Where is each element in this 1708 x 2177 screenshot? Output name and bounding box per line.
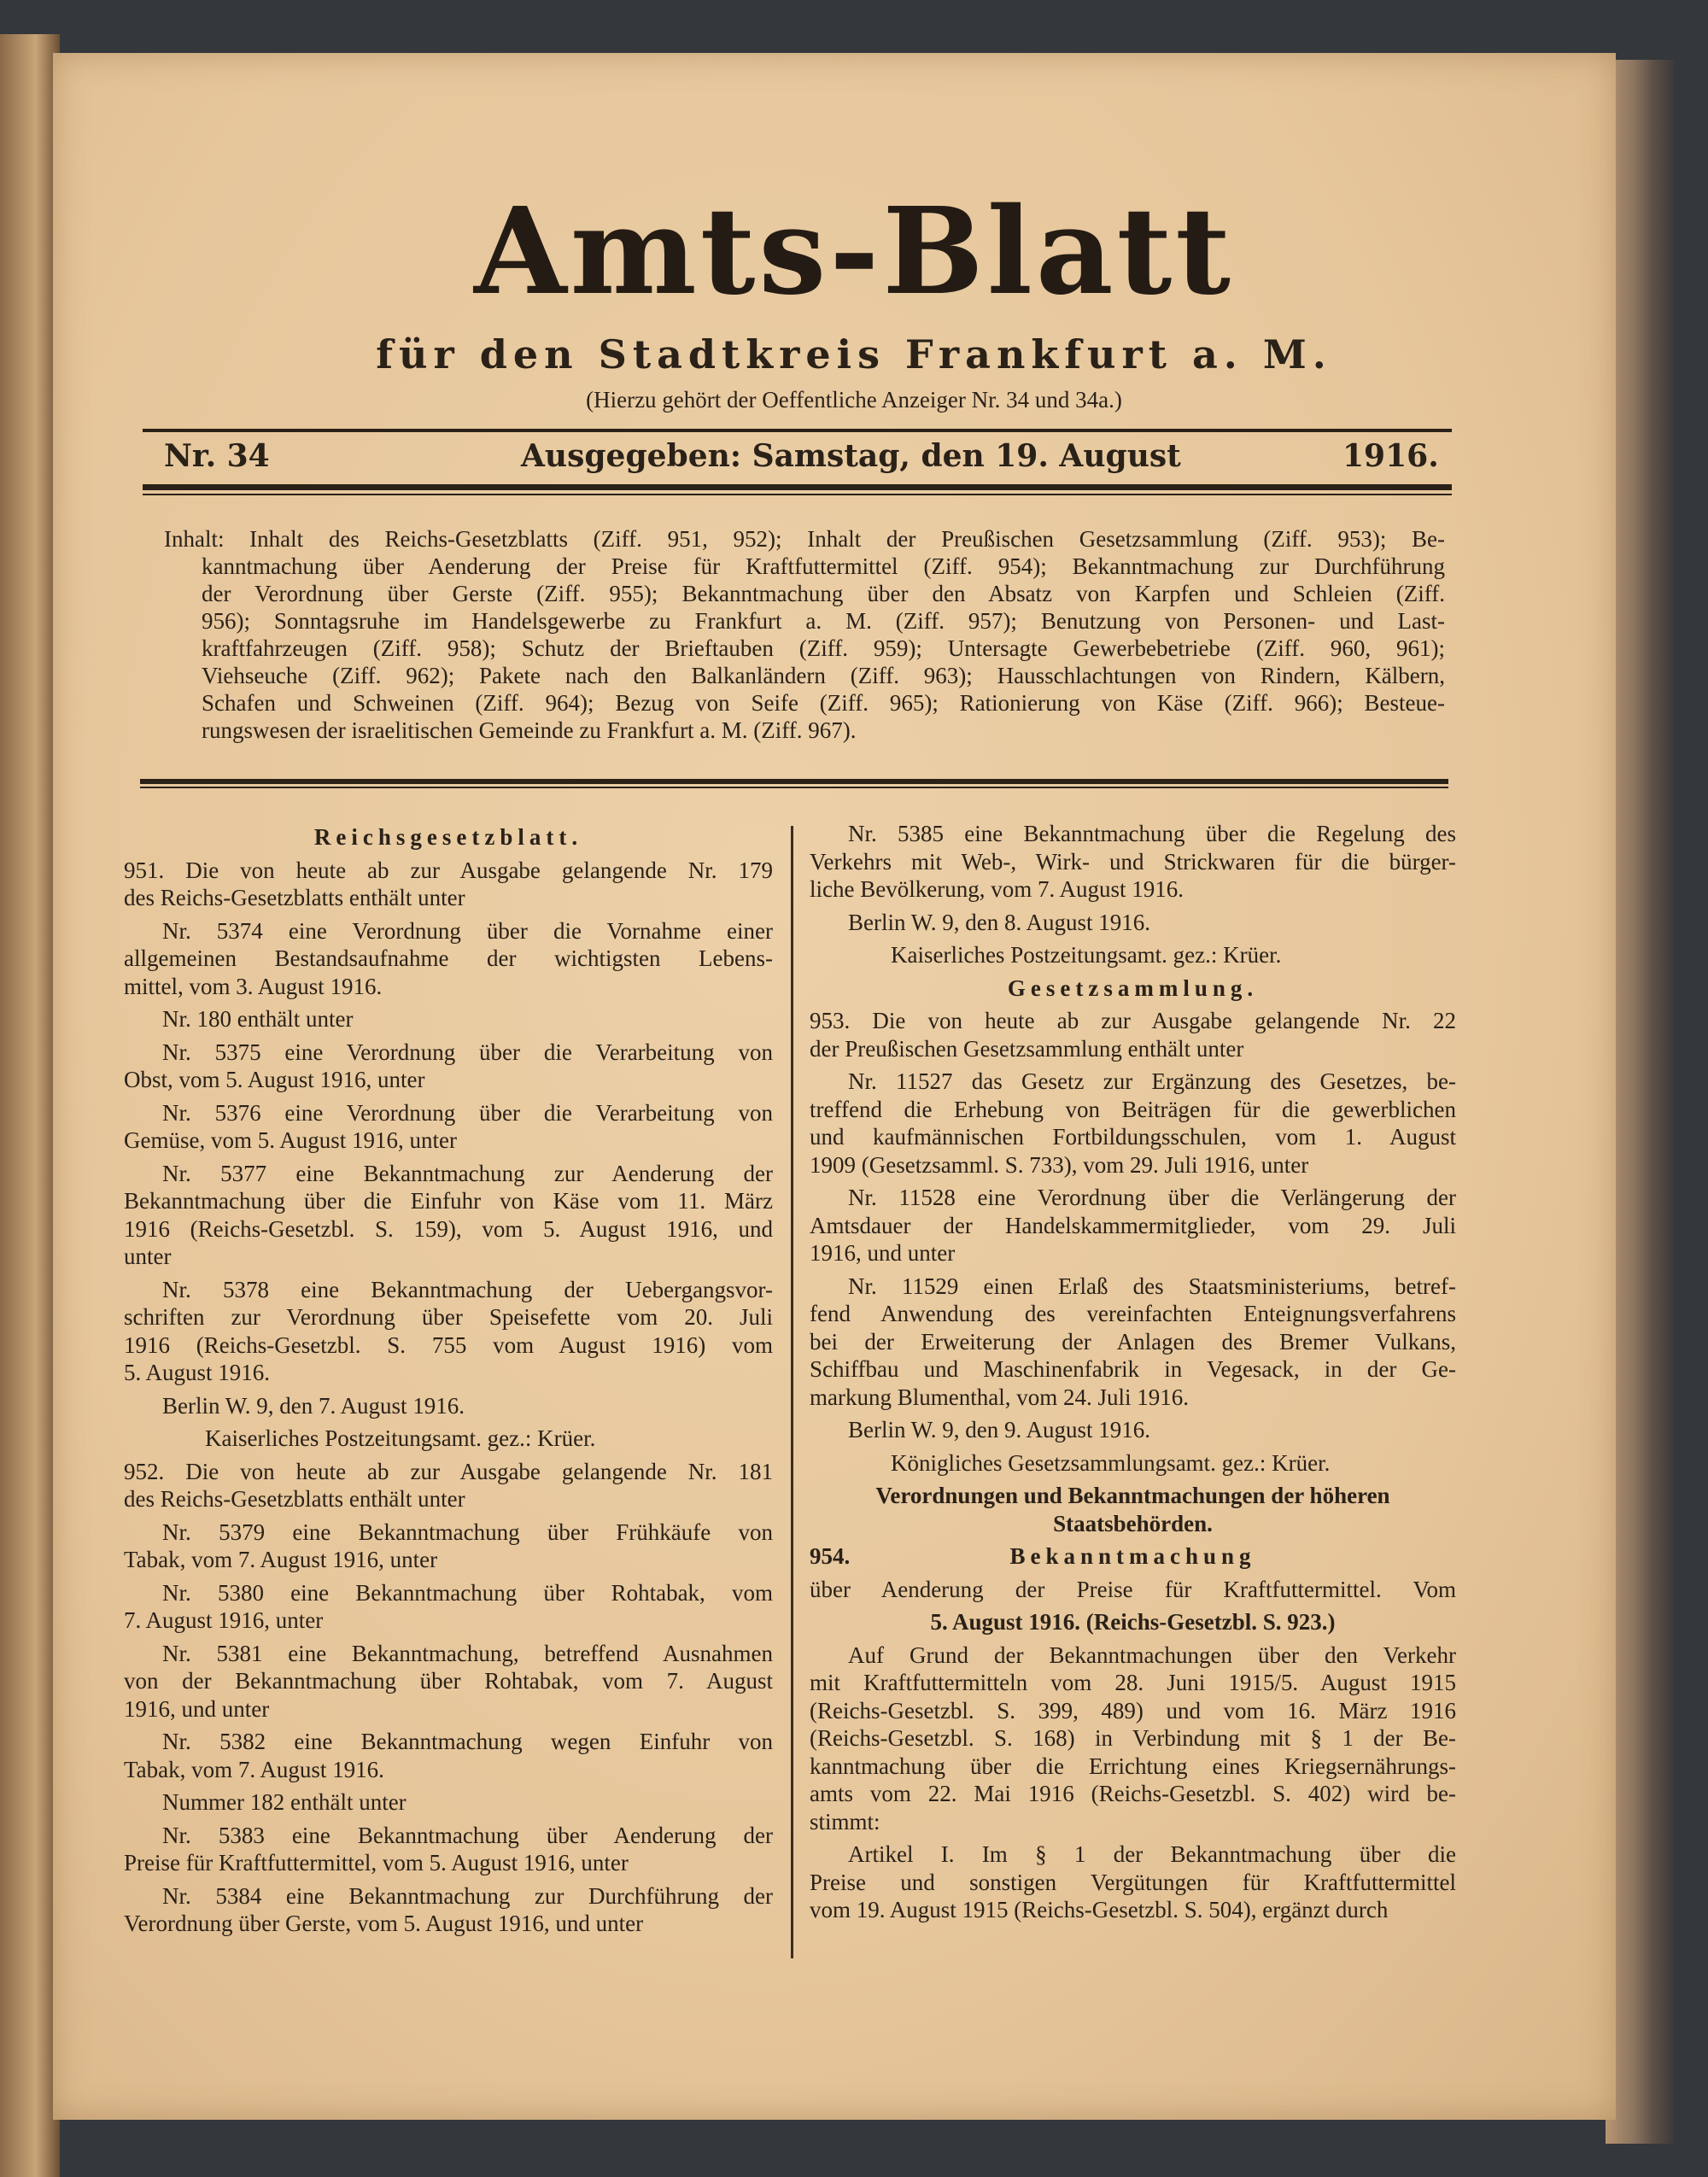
text-line: Nummer 182 enthält unter (162, 1789, 407, 1815)
paragraph-sub (124, 1005, 773, 1033)
text-line: mit Kraftfuttermitteln vom 28. Juni 1915/5. August 1915 (810, 1670, 1456, 1695)
text-line: der Preußischen Gesetzsammlung enthält unter (810, 1035, 1244, 1062)
text-line: kanntmachung über die Errichtung eines Kriegsernährungs- (810, 1753, 1456, 1779)
rule-contents-thick (140, 779, 1448, 784)
paragraph-sub (124, 1822, 773, 1877)
text-line: Nr. 11529 einen Erlaß des Staatsministeriums, betref- (848, 1273, 1456, 1299)
paragraph-sub (124, 1640, 773, 1723)
text-line: Nr. 5380 eine Bekanntmachung über Rohtabak, vom (162, 1579, 773, 1606)
paragraph-heading (124, 823, 773, 851)
paragraph-entry (124, 857, 773, 912)
text-line: von der Bekanntmachung über Rohtabak, vom 7. August (124, 1668, 773, 1694)
rule-header-thin (143, 494, 1452, 495)
paragraph-sub (124, 1160, 773, 1271)
text-line: Amtsdauer der Handelskammermitglieder, vom 29. Juli (810, 1212, 1456, 1238)
text-line: Nr. 5382 eine Bekanntmachung wegen Einfuhr von (162, 1729, 773, 1754)
text-line: Nr. 5375 eine Verordnung über die Verarbeitung von (162, 1039, 773, 1065)
text-line: Bekanntmachung über die Einfuhr von Käse vom 11. März (124, 1188, 773, 1214)
rule-header-thick (143, 484, 1452, 490)
paragraph-center (810, 1482, 1456, 1537)
paragraph-sign (810, 941, 1456, 969)
text-line: Berlin W. 9, den 7. August 1916. (162, 1392, 465, 1419)
paragraph-center (810, 1608, 1456, 1636)
paragraph-entry (810, 1007, 1456, 1062)
text-line: Berlin W. 9, den 8. August 1916. (848, 909, 1151, 935)
text-line: 1916 (Reichs-Gesetzbl. S. 755 vom August 1916) vom (124, 1331, 773, 1358)
text-line: Tabak, vom 7. August 1916, unter (124, 1547, 438, 1572)
text-line: des Reichs-Gesetzblatts enthält unter (124, 885, 465, 910)
text-line: Nr. 5374 eine Verordnung über die Vornahme einer (162, 917, 773, 944)
text-line: Königliches Gesetzsammlungsamt. gez.: Krüer. (891, 1449, 1331, 1476)
contents-line: kanntmachung über Aenderung der Preise für Kraftfuttermittel (Ziff. 954); Bekanntmachung zur Durchführung (202, 553, 1445, 579)
paragraph-sub (810, 1184, 1456, 1267)
masthead-title: Amts-Blatt (474, 182, 1234, 322)
paragraph-sub (124, 1882, 773, 1938)
rule-top (143, 429, 1452, 432)
issue-number: Nr. 34 (164, 438, 270, 474)
column-divider (791, 826, 793, 1958)
contents-line: Inhalt: Inhalt des Reichs-Gesetzblatts (Ziff. 951, 952); Inhalt der Preußischen Gesetzsammlung (Ziff. 953); Be- (164, 526, 1445, 552)
left-column (124, 820, 773, 1943)
paragraph-sign (810, 1449, 1456, 1478)
text-line: Obst, vom 5. August 1916, unter (124, 1067, 425, 1092)
issue-date: Ausgegeben: Samstag, den 19. August (521, 438, 1181, 474)
text-line: und kaufmännischen Fortbildungsschulen, vom 1. August (810, 1124, 1456, 1150)
paragraph-sub (124, 917, 773, 1001)
text-line: Gesetzsammlung. (1007, 974, 1259, 1001)
text-line: fend Anwendung des vereinfachten Enteignungsverfahrens (810, 1301, 1456, 1326)
paragraph-entry (810, 1576, 1456, 1604)
text-line: Nr. 5384 eine Bekanntmachung zur Durchführung der (162, 1882, 773, 1909)
right-column (810, 820, 1456, 1929)
text-line: Bekanntmachung (1009, 1543, 1256, 1569)
paragraph-sub (810, 820, 1456, 904)
text-line: Nr. 11528 eine Verordnung über die Verlängerung der (848, 1185, 1456, 1210)
text-line: 5. August 1916. (Reichs-Gesetzbl. S. 923.) (930, 1609, 1336, 1635)
text-line: 5. August 1916. (124, 1360, 271, 1385)
text-line: bei der Erweiterung der Anlagen des Bremer Vulkans, (810, 1328, 1456, 1355)
text-line: 1916, und unter (124, 1695, 270, 1722)
contents-line: der Verordnung über Gerste (Ziff. 955); Bekanntmachung über den Absatz von Karpfen und Schleien (Ziff. (202, 581, 1445, 606)
text-line: Verordnungen und Bekanntmachungen der höheren (875, 1483, 1390, 1508)
text-line: Nr. 5381 eine Bekanntmachung, betreffend Ausnahmen (162, 1640, 773, 1666)
text-line: (Reichs-Gesetzbl. S. 399, 489) und vom 16. März 1916 (810, 1697, 1456, 1723)
masthead-note: (Hierzu gehört der Oeffentliche Anzeiger Nr. 34 und 34a.) (586, 387, 1122, 413)
rule-contents-thin (140, 787, 1448, 788)
text-line: markung Blumenthal, vom 24. Juli 1916. (810, 1384, 1189, 1410)
contents-line: kraftfahrzeugen (Ziff. 958); Schutz der Brieftauben (Ziff. 959); Untersagte Gewerbebetriebe (Ziff. 960, 961); (202, 635, 1445, 661)
paragraph-sub (124, 1276, 773, 1387)
text-line: mittel, vom 3. August 1916. (124, 973, 383, 999)
text-line: Nr. 5383 eine Bekanntmachung über Aenderung der (162, 1822, 773, 1848)
paragraph-sub (124, 1039, 773, 1094)
table-of-contents (164, 525, 1445, 744)
text-line: amts vom 22. Mai 1916 (Reichs-Gesetzbl. S. 402) wird be- (810, 1781, 1456, 1806)
text-line: Preise und sonstigen Vergütungen für Kraftfuttermittel (810, 1869, 1456, 1895)
paragraph-sub (124, 1728, 773, 1783)
text-line: schriften zur Verordnung über Speisefette vom 20. Juli (124, 1304, 773, 1330)
text-line: 1909 (Gesetzsamml. S. 733), vom 29. Juli 1916, unter (810, 1151, 1309, 1178)
paragraph-sub (810, 1642, 1456, 1836)
text-line: Nr. 5376 eine Verordnung über die Verarbeitung von (162, 1099, 773, 1126)
text-line: Nr. 180 enthält unter (162, 1006, 354, 1032)
text-line: Nr. 5379 eine Bekanntmachung über Frühkäufe von (162, 1519, 773, 1545)
paragraph-entry (124, 1458, 773, 1513)
paragraph-sub (124, 1788, 773, 1817)
paragraph-heading (810, 1542, 1456, 1571)
text-line: Nr. 5378 eine Bekanntmachung der Uebergangsvor- (162, 1276, 773, 1302)
text-line: Gemüse, vom 5. August 1916, unter (124, 1127, 457, 1153)
contents-line: rungswesen der israelitischen Gemeinde zu Frankfurt a. M. (Ziff. 967). (202, 717, 857, 743)
text-line: über Aenderung der Preise für Kraftfuttermittel. Vom (810, 1576, 1456, 1602)
text-line: Schiffbau und Maschinenfabrik in Vegesack, in der Ge- (810, 1356, 1456, 1382)
text-line: Kaiserliches Postzeitungsamt. gez.: Krüer. (891, 942, 1282, 968)
text-line: unter (124, 1244, 172, 1269)
text-line: Nr. 5385 eine Bekanntmachung über die Regelung des (848, 821, 1456, 846)
text-line: 951. Die von heute ab zur Ausgabe gelangende Nr. 179 (124, 857, 773, 883)
paragraph-sub (124, 1579, 773, 1635)
paragraph-sub (810, 1273, 1456, 1412)
text-line: 1916, und unter (810, 1240, 956, 1266)
text-line: liche Bevölkerung, vom 7. August 1916. (810, 876, 1184, 902)
text-line: Staatsbehörden. (1053, 1510, 1213, 1536)
text-line: Tabak, vom 7. August 1916. (124, 1756, 384, 1782)
text-line: 1916 (Reichs-Gesetzbl. S. 159), vom 5. August 1916, und (124, 1215, 773, 1242)
text-line: Nr. 11527 das Gesetz zur Ergänzung des Gesetzes, be- (848, 1068, 1456, 1094)
paragraph-sub (124, 1519, 773, 1574)
paragraph-sub (124, 1099, 773, 1155)
text-line: 7. August 1916, unter (124, 1607, 324, 1633)
paragraph-place (124, 1392, 773, 1420)
item-954-number: 954. (810, 1543, 851, 1569)
paragraph-place (810, 909, 1456, 937)
text-line: (Reichs-Gesetzbl. S. 168) in Verbindung mit § 1 der Be- (810, 1725, 1456, 1751)
text-line: Kaiserliches Postzeitungsamt. gez.: Krüer. (205, 1425, 596, 1451)
paragraph-sub (810, 1068, 1456, 1179)
text-line: des Reichs-Gesetzblatts enthält unter (124, 1486, 465, 1512)
paragraph-heading (810, 974, 1456, 1003)
paragraph-sign (124, 1425, 773, 1453)
contents-line: Schafen und Schweinen (Ziff. 964); Bezug von Seife (Ziff. 965); Rationierung von Käse (Ziff. 966); Besteue- (202, 690, 1445, 716)
text-line: vom 19. August 1915 (Reichs-Gesetzbl. S. 504), ergänzt durch (810, 1897, 1389, 1922)
text-line: 953. Die von heute ab zur Ausgabe gelangende Nr. 22 (810, 1008, 1456, 1033)
text-line: Artikel I. Im § 1 der Bekanntmachung über die (848, 1841, 1456, 1867)
masthead-subtitle: für den Stadtkreis Frankfurt a. M. (376, 331, 1332, 377)
text-line: Reichsgesetzblatt. (313, 824, 583, 850)
text-line: allgemeinen Bestandsaufnahme der wichtigsten Lebens- (124, 945, 773, 971)
text-line: stimmt: (810, 1808, 880, 1835)
paragraph-sub (810, 1841, 1456, 1924)
text-line: Verkehrs mit Web-, Wirk- und Strickwaren für die bürger- (810, 848, 1456, 875)
text-line: treffend die Erhebung von Beiträgen für die gewerblichen (810, 1096, 1456, 1122)
text-line: Berlin W. 9, den 9. August 1916. (848, 1417, 1151, 1443)
text-line: Nr. 5377 eine Bekanntmachung zur Aenderung der (162, 1160, 773, 1186)
text-line: 952. Die von heute ab zur Ausgabe gelangende Nr. 181 (124, 1458, 773, 1484)
contents-line: 956); Sonntagsruhe im Handelsgewerbe zu Frankfurt a. M. (Ziff. 957); Benutzung von Personen- und Last- (202, 608, 1445, 634)
contents-line: Viehseuche (Ziff. 962); Pakete nach den Balkanländern (Ziff. 963); Hausschlachtungen von Rindern, Kälbern, (202, 663, 1445, 688)
text-line: Preise für Kraftfuttermittel, vom 5. August 1916, unter (124, 1850, 629, 1876)
paragraph-place (810, 1416, 1456, 1444)
text-line: Auf Grund der Bekanntmachungen über den Verkehr (848, 1642, 1456, 1668)
issue-year: 1916. (1342, 438, 1439, 474)
text-line: Verordnung über Gerste, vom 5. August 1916, und unter (124, 1911, 644, 1936)
